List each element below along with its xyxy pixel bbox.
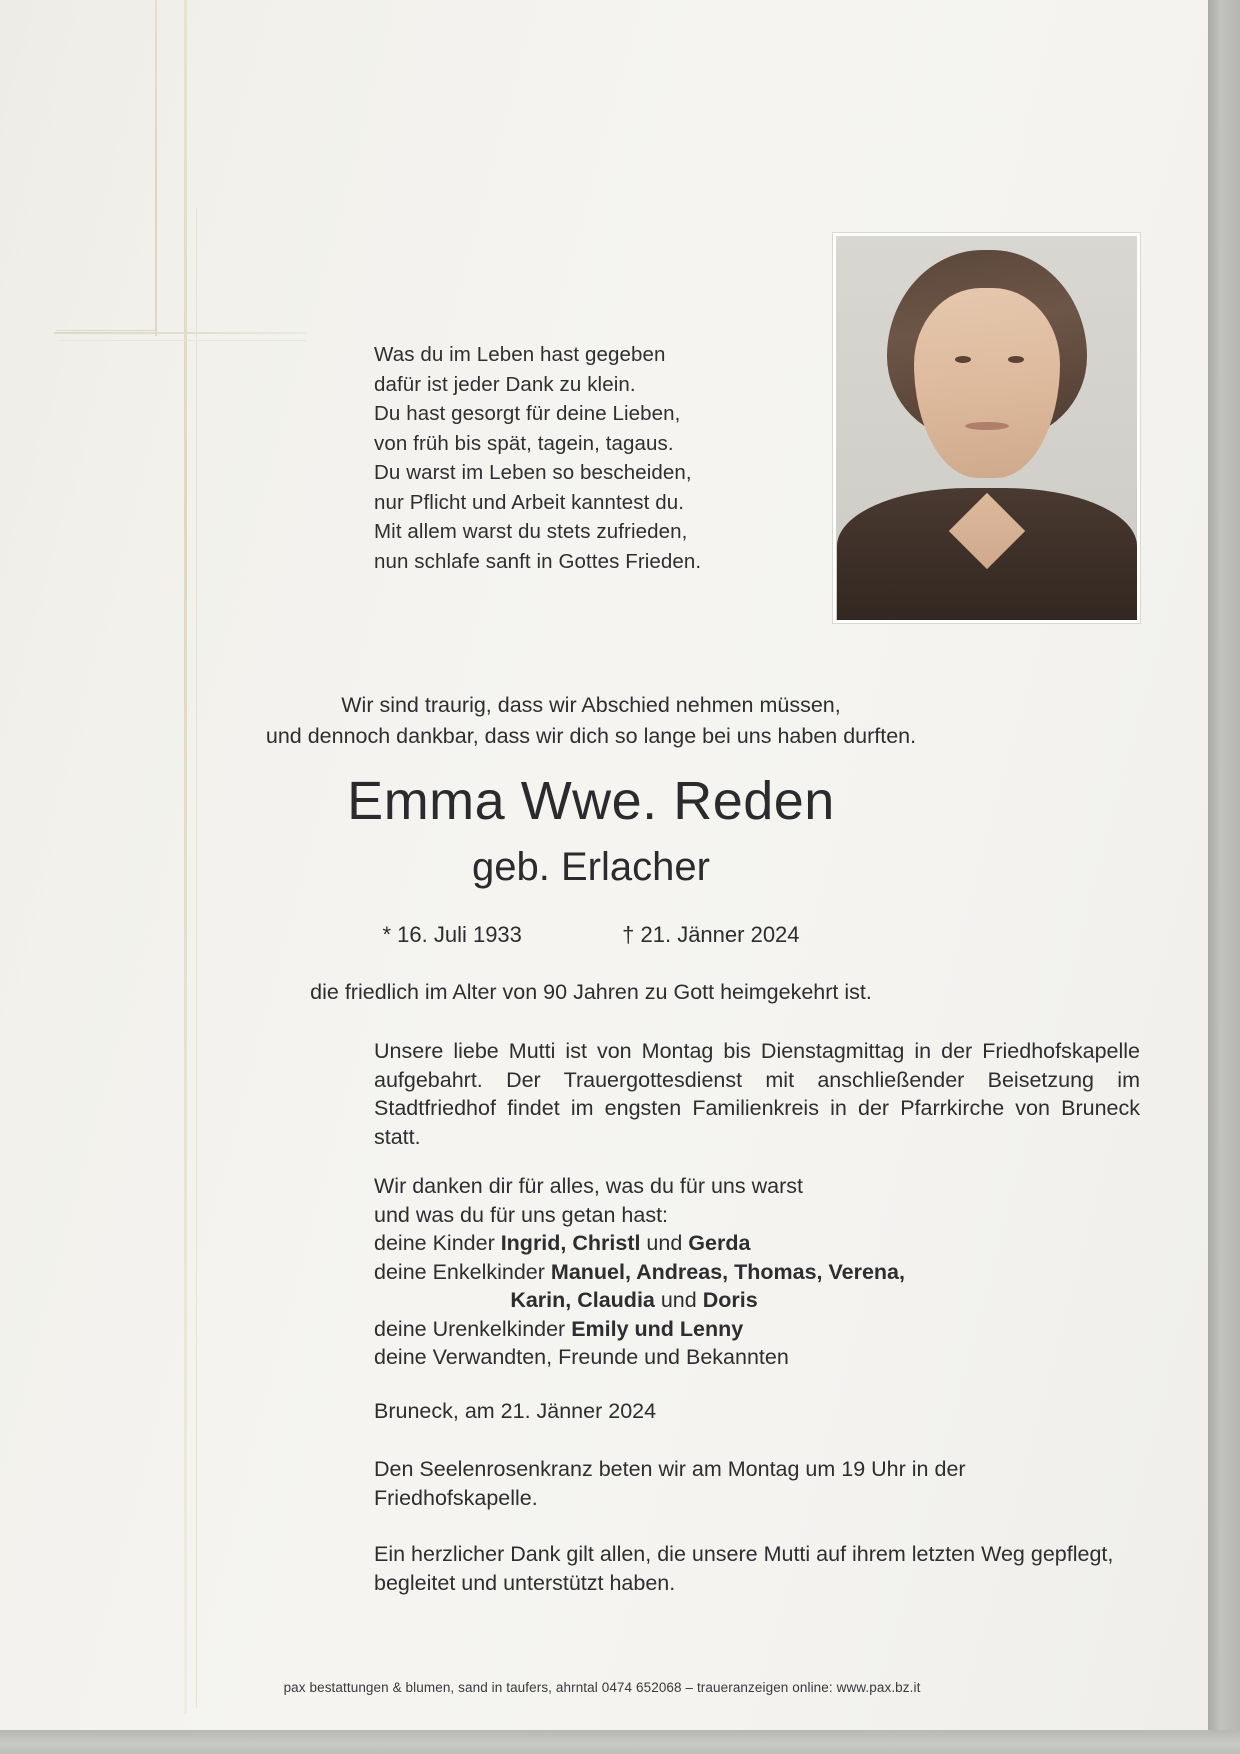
grandchildren-names-1: Manuel, Andreas, Thomas, Verena, bbox=[550, 1259, 905, 1284]
greatgrandchildren-label: deine Urenkelkinder bbox=[374, 1316, 572, 1341]
portrait-photo bbox=[833, 233, 1140, 623]
decorative-cross-horizontal-thin-line bbox=[60, 340, 306, 341]
poem-line: von früh bis spät, tagein, tagaus. bbox=[374, 431, 674, 455]
decorative-cross-horizontal-short-line bbox=[56, 330, 156, 331]
final-thanks-note: Ein herzlicher Dank gilt allen, die unsere Mutti auf ihrem letzten Weg gepflegt, begleitet und unterstützt haben. bbox=[374, 1542, 1114, 1595]
funeral-details: Unsere liebe Mutti ist von Montag bis Dienstagmittag in der Friedhofskapelle aufgebahrt. Der Trauergottesdienst mit anschließender Beisetzung im Stadtfriedhof findet im engsten Familienkreis in der Pfarrkirche von Bruneck statt. bbox=[374, 1039, 1140, 1149]
portrait-eye-right bbox=[1008, 356, 1024, 363]
grandchildren-join: und bbox=[654, 1288, 703, 1312]
grandchildren-names-2: Karin, Claudia bbox=[510, 1288, 655, 1312]
page-bottom-edge bbox=[0, 1730, 1240, 1754]
portrait-mouth bbox=[965, 422, 1009, 430]
intro-line-2: und dennoch dankbar, dass wir dich so lange bei uns haben durften. bbox=[265, 724, 917, 748]
children-line bbox=[374, 1229, 1164, 1258]
relatives-line: deine Verwandten, Freunde und Bekannten bbox=[374, 1345, 789, 1369]
children-names-1: Ingrid, Christl bbox=[500, 1231, 641, 1255]
poem-line: Was du im Leben hast gegeben bbox=[374, 343, 666, 366]
portrait-photo-image bbox=[836, 236, 1137, 620]
grandchildren-label: deine Enkelkinder bbox=[374, 1259, 551, 1284]
greatgrandchildren-names: Emily und Lenny bbox=[571, 1316, 744, 1341]
portrait-eye-left bbox=[955, 356, 971, 363]
poem-line: Mit allem warst du stets zufrieden, bbox=[374, 520, 688, 543]
place-and-date: Bruneck, am 21. Jänner 2024 bbox=[374, 1399, 657, 1423]
deceased-name: Emma Wwe. Reden bbox=[347, 771, 835, 831]
children-label: deine Kinder bbox=[374, 1231, 501, 1255]
deceased-maiden-name: geb. Erlacher bbox=[472, 845, 710, 889]
poem-line: nun schlafe sanft in Gottes Frieden. bbox=[374, 549, 702, 573]
family-thanks bbox=[374, 1172, 1164, 1372]
poem-line: Du warst im Leben so bescheiden, bbox=[374, 461, 692, 484]
rosary-notice: Den Seelenrosenkranz beten wir am Montag um 19 Uhr in der Friedhofskapelle. bbox=[374, 1457, 966, 1510]
memorial-poem bbox=[374, 340, 794, 576]
decorative-cross-upper-vertical-line bbox=[155, 0, 157, 336]
thanks-line-1: Wir danken dir für alles, was du für uns warst bbox=[374, 1174, 803, 1198]
grandchildren-names-3: Doris bbox=[702, 1288, 758, 1312]
greatgrandchildren-line bbox=[374, 1315, 1164, 1344]
age-line: die friedlich im Alter von 90 Jahren zu Gott heimgekehrt ist. bbox=[310, 980, 872, 1004]
children-join: und bbox=[640, 1231, 689, 1255]
intro-line-1: Wir sind traurig, dass wir Abschied nehmen müssen, bbox=[341, 693, 841, 717]
grandchildren-line bbox=[374, 1258, 1164, 1287]
decorative-cross-horizontal-line bbox=[54, 332, 307, 334]
intro-text bbox=[0, 690, 1240, 752]
grandchildren-line-continued bbox=[374, 1286, 894, 1315]
birth-date: * 16. Juli 1933 bbox=[382, 922, 522, 947]
poem-line: dafür ist jeder Dank zu klein. bbox=[374, 372, 636, 396]
death-date: † 21. Jänner 2024 bbox=[622, 922, 800, 947]
footer-imprint: pax bestattungen & blumen, sand in taufers, ahrntal 0474 652068 – traueranzeigen online: www.pax.bz.it bbox=[283, 1680, 921, 1695]
portrait-face bbox=[914, 288, 1060, 478]
life-dates bbox=[0, 922, 1240, 948]
poem-line: Du hast gesorgt für deine Lieben, bbox=[374, 402, 681, 425]
thanks-line-2: und was du für uns getan hast: bbox=[374, 1202, 669, 1227]
poem-line: nur Pflicht und Arbeit kanntest du. bbox=[374, 490, 685, 514]
decorative-cross-vertical-thin-line bbox=[196, 208, 197, 1708]
children-names-2: Gerda bbox=[688, 1231, 751, 1255]
